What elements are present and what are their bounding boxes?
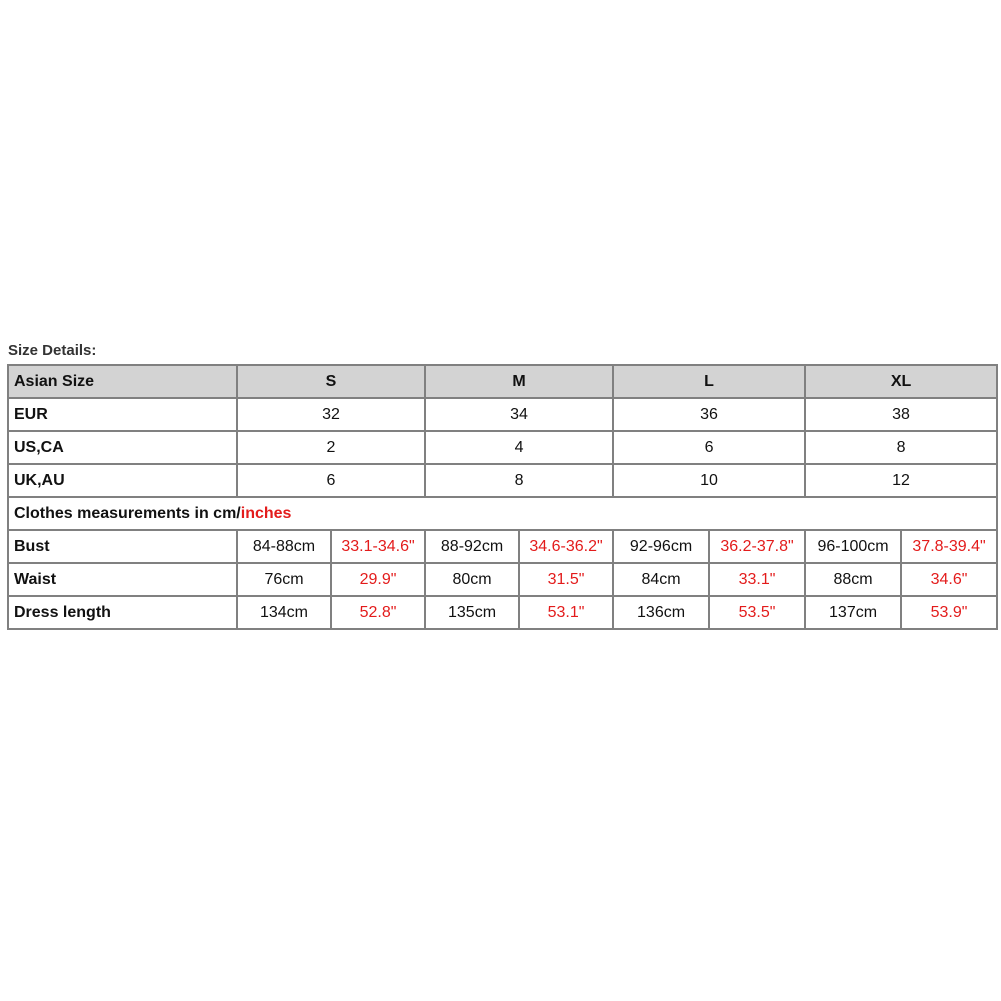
inch-cell: 29.9" [331, 563, 425, 596]
table-cell: 12 [805, 464, 997, 497]
row-label: Waist [8, 563, 237, 596]
table-cell: 34 [425, 398, 613, 431]
row-label: Bust [8, 530, 237, 563]
inch-cell: 53.1" [519, 596, 613, 629]
row-label: Dress length [8, 596, 237, 629]
table-cell: 2 [237, 431, 425, 464]
inch-cell: 33.1-34.6" [331, 530, 425, 563]
inch-cell: 34.6" [901, 563, 997, 596]
cm-cell: 92-96cm [613, 530, 709, 563]
inch-cell: 31.5" [519, 563, 613, 596]
inch-cell: 37.8-39.4" [901, 530, 997, 563]
size-header-cell: XL [805, 365, 997, 398]
cm-cell: 136cm [613, 596, 709, 629]
row-label: Asian Size [8, 365, 237, 398]
cm-cell: 84cm [613, 563, 709, 596]
cm-cell: 88-92cm [425, 530, 519, 563]
table-cell: 10 [613, 464, 805, 497]
table-cell: 32 [237, 398, 425, 431]
measurements-heading-row [8, 497, 997, 530]
cm-cell: 88cm [805, 563, 901, 596]
inch-cell: 53.5" [709, 596, 805, 629]
measurements-heading-highlight: inches [240, 504, 292, 522]
inch-cell: 52.8" [331, 596, 425, 629]
measurements-heading [8, 497, 997, 530]
size-header-cell: L [613, 365, 805, 398]
inch-cell: 53.9" [901, 596, 997, 629]
table-cell: 8 [425, 464, 613, 497]
cm-cell: 84-88cm [237, 530, 331, 563]
inch-cell: 34.6-36.2" [519, 530, 613, 563]
row-label: EUR [8, 398, 237, 431]
table-row [8, 398, 997, 431]
cm-cell: 96-100cm [805, 530, 901, 563]
table-cell: 6 [237, 464, 425, 497]
size-header-cell: M [425, 365, 613, 398]
inch-cell: 36.2-37.8" [709, 530, 805, 563]
table-cell: 8 [805, 431, 997, 464]
cm-cell: 76cm [237, 563, 331, 596]
table-cell: 36 [613, 398, 805, 431]
size-chart-table [7, 364, 998, 630]
cm-cell: 134cm [237, 596, 331, 629]
table-cell: 4 [425, 431, 613, 464]
size-header-row [8, 365, 997, 398]
table-row [8, 464, 997, 497]
cm-cell: 135cm [425, 596, 519, 629]
measurements-heading-prefix: Clothes measurements in cm/ [14, 504, 241, 522]
table-row [8, 563, 997, 596]
size-header-cell: S [237, 365, 425, 398]
row-label: UK,AU [8, 464, 237, 497]
table-row [8, 596, 997, 629]
table-row [8, 530, 997, 563]
row-label: US,CA [8, 431, 237, 464]
size-details-caption: Size Details: [8, 342, 97, 359]
table-cell: 38 [805, 398, 997, 431]
table-cell: 6 [613, 431, 805, 464]
cm-cell: 137cm [805, 596, 901, 629]
inch-cell: 33.1" [709, 563, 805, 596]
table-row [8, 431, 997, 464]
cm-cell: 80cm [425, 563, 519, 596]
